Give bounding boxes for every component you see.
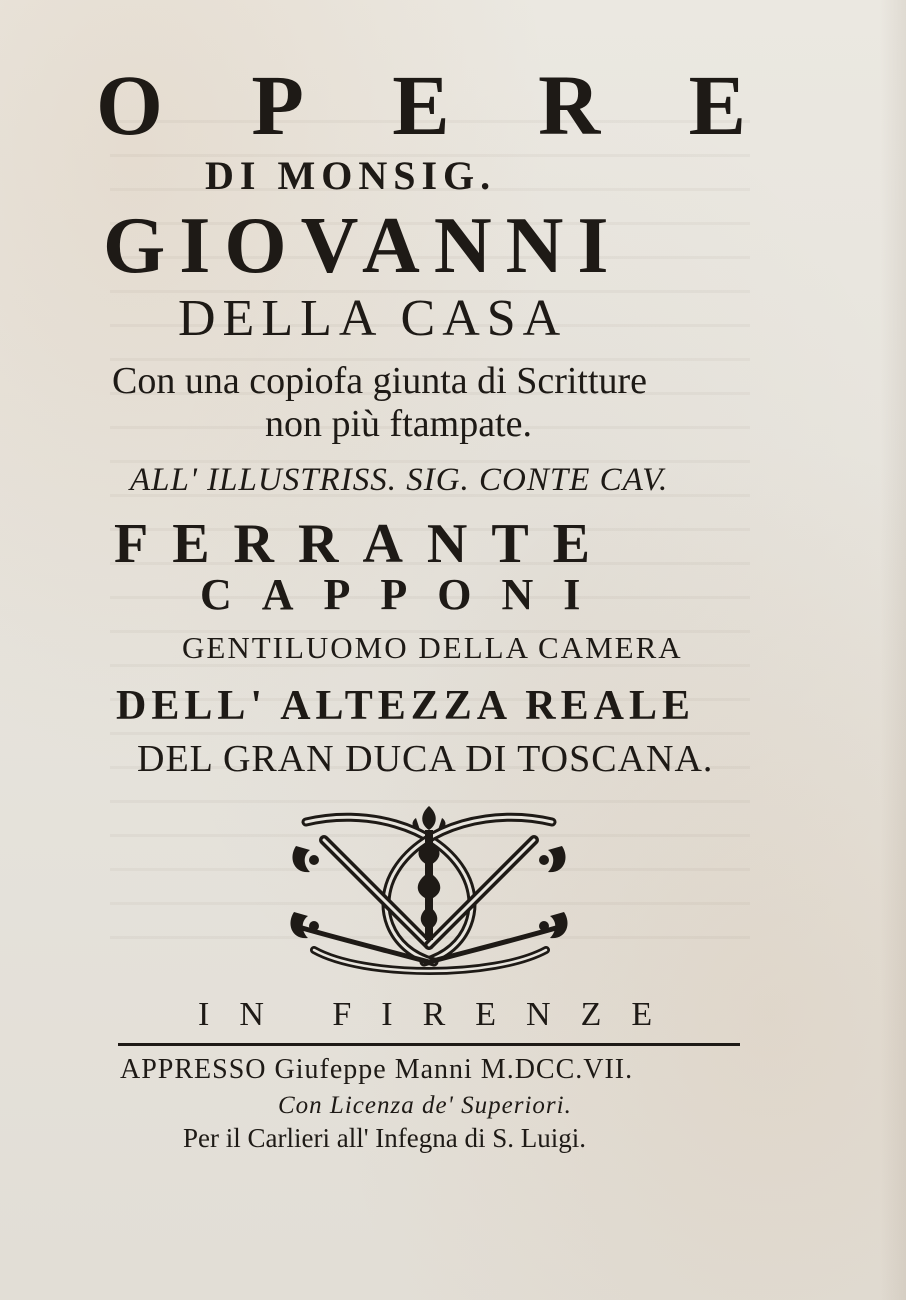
title-letter: E <box>688 57 746 153</box>
title-opere <box>96 57 746 153</box>
crossed-initials-ornament-icon <box>284 800 574 980</box>
title-letter: O <box>96 57 163 153</box>
title-letter: R <box>538 57 601 153</box>
author-prefix: DI MONSIG. <box>205 153 497 198</box>
author-given-name: GIOVANNI <box>103 202 623 290</box>
imprint-license: Con Licenza de' Superiori. <box>278 1092 572 1119</box>
author-family-name: DELLA CASA <box>178 290 568 347</box>
imprint-place: IN FIRENZE <box>198 996 683 1033</box>
title-letter: P <box>251 57 304 153</box>
dedicatee-given-name: FERRANTE <box>114 513 615 575</box>
subtitle-line-1: Con una copiofa giunta di Scritture <box>112 360 648 402</box>
title-letter: E <box>392 57 450 153</box>
dedicatee-family-name: CAPPONI <box>200 570 611 619</box>
imprint-rule <box>118 1043 740 1046</box>
dedicatee-role: GENTILUOMO DELLA CAMERA <box>182 630 683 665</box>
dedicatee-court-line-1: DELL' ALTEZZA REALE <box>116 683 695 729</box>
dedicatee-court-line-2: DEL GRAN DUCA DI TOSCANA. <box>137 738 714 780</box>
imprint-seller: Per il Carlieri all' Infegna di S. Luigi. <box>183 1123 587 1153</box>
subtitle-line-2: non più ftampate. <box>265 403 532 445</box>
imprint-printer: APPRESSO Giufeppe Manni M.DCC.VII. <box>120 1054 634 1085</box>
dedication-line: ALL' ILLUSTRISS. SIG. CONTE CAV. <box>130 462 669 498</box>
